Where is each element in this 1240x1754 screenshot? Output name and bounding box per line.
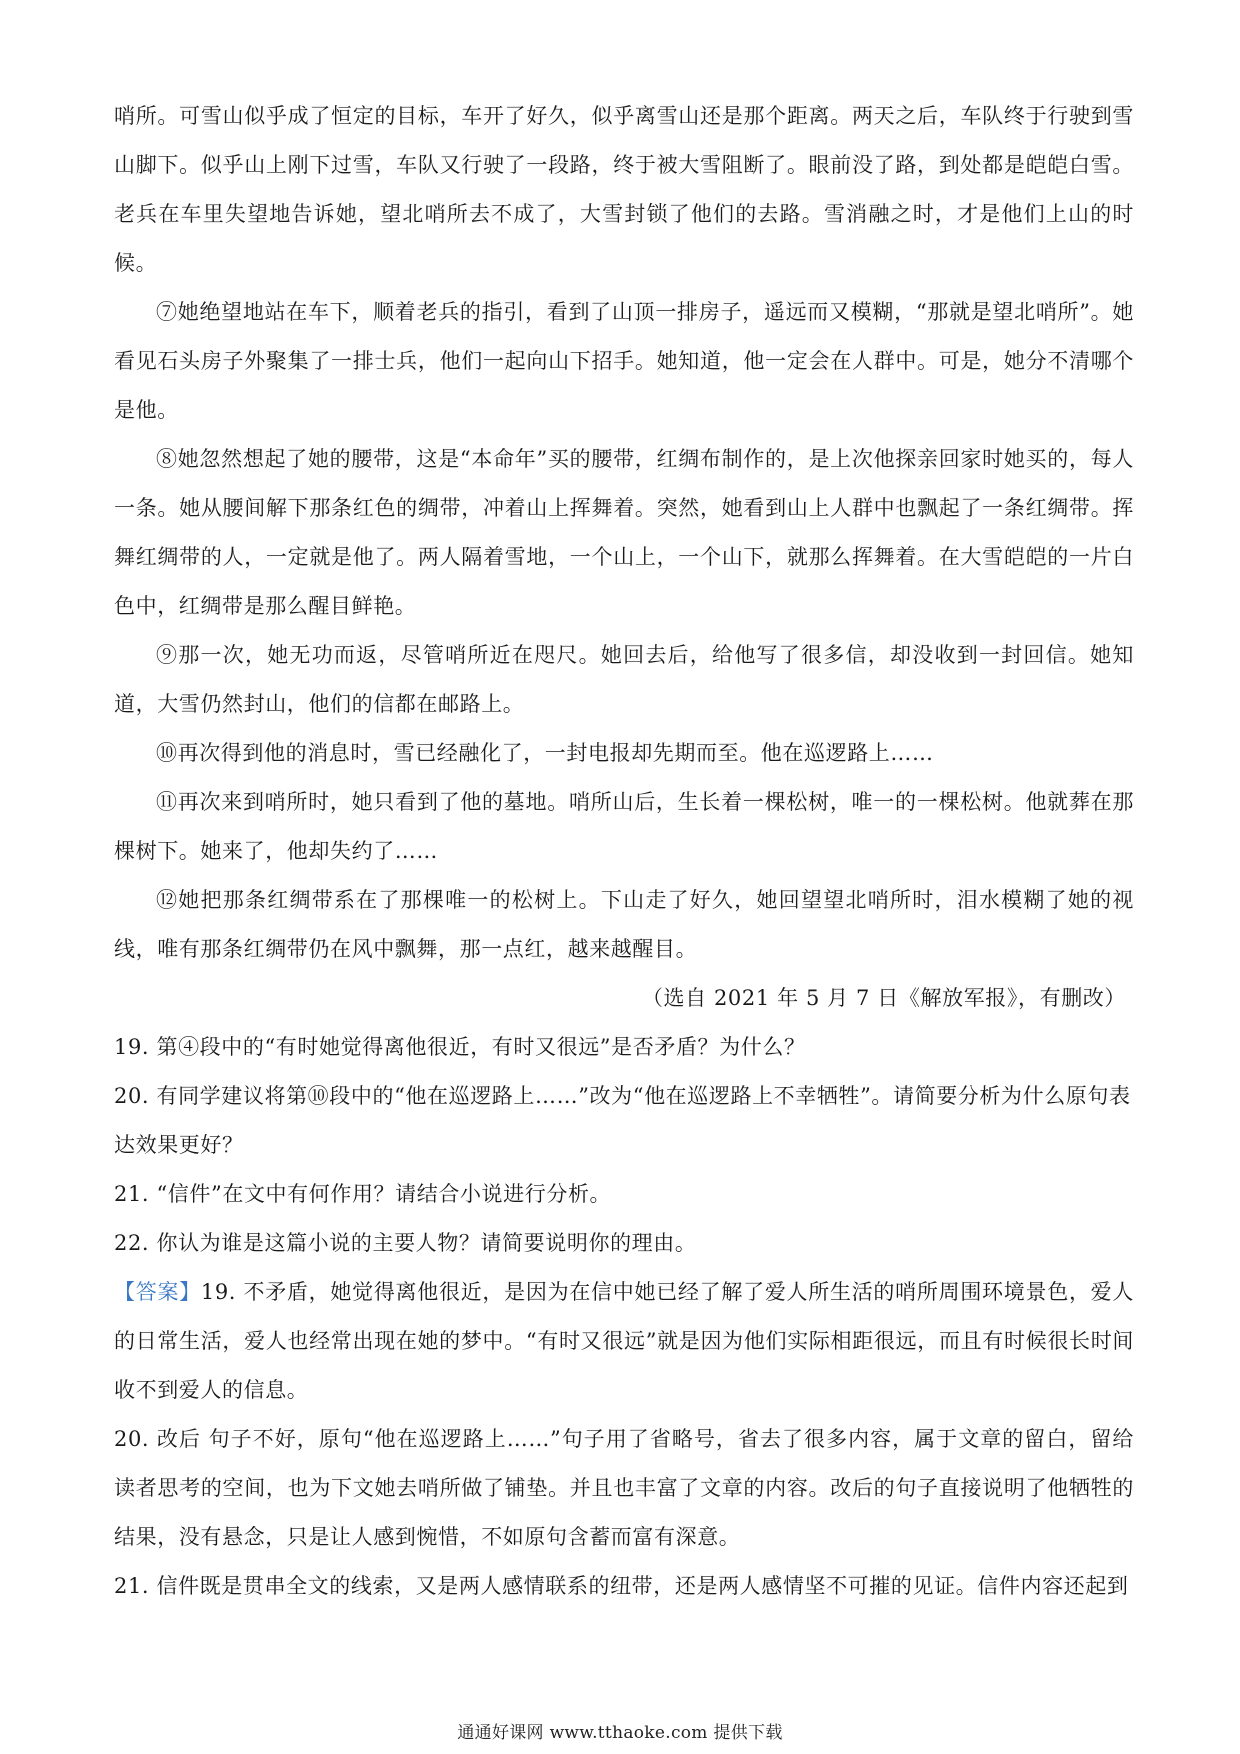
answer-21: 21. 信件既是贯串全文的线索，又是两人感情联系的纽带，还是两人感情坚不可摧的见证。信件内容还起到 <box>114 1574 1129 1598</box>
question-19: 19. 第④段中的“有时她觉得离他很近，有时又很远”是否矛盾？为什么？ <box>114 1035 806 1059</box>
page-footer: 通通好课网 www.tthaoke.com 提供下载 <box>457 1723 783 1743</box>
question-20: 20. 有同学建议将第⑩段中的“他在巡逻路上……”改为“他在巡逻路上不幸牺牲”。请简要分析为什么原句表达效果更好？ <box>114 1084 1131 1157</box>
question-21: 21. “信件”在文中有何作用？请结合小说进行分析。 <box>114 1182 612 1206</box>
answer-tag: 【答案】 <box>114 1280 201 1304</box>
story-paragraph-11: ⑪再次来到哨所时，她只看到了他的墓地。哨所山后，生长着一棵松树，唯一的一棵松树。他就葬在那棵树下。她来了，他却失约了…… <box>114 790 1134 863</box>
story-paragraph-9: ⑨那一次，她无功而返，尽管哨所近在咫尺。她回去后，给他写了很多信，却没收到一封回信。她知道，大雪仍然封山，他们的信都在邮路上。 <box>114 643 1134 716</box>
answer-19-text: 19. 不矛盾，她觉得离他很近，是因为在信中她已经了解了爱人所生活的哨所周围环境景色，爱人的日常生活，爱人也经常出现在她的梦中。“有时又很远”就是因为他们实际相距很远，而且有时候很长时间收不到爱人的信息。 <box>114 1280 1134 1402</box>
story-paragraph-10: ⑩再次得到他的消息时，雪已经融化了，一封电报却先期而至。他在巡逻路上…… <box>156 741 934 765</box>
story-paragraph-12: ⑫她把那条红绸带系在了那棵唯一的松树上。下山走了好久，她回望望北哨所时，泪水模糊了她的视线，唯有那条红绸带仍在风中飘舞，那一点红，越来越醒目。 <box>114 888 1134 961</box>
story-paragraph-6-continued: 哨所。可雪山似乎成了恒定的目标，车开了好久，似乎离雪山还是那个距离。两天之后，车队终于行驶到雪山脚下。似乎山上刚下过雪，车队又行驶了一段路，终于被大雪阻断了。眼前没了路，到处都是皑皑白雪。老兵在车里失望地告诉她，望北哨所去不成了，大雪封锁了他们的去路。雪消融之时，才是他们上山的时候。 <box>114 104 1134 275</box>
answer-20: 20. 改后 句子不好，原句“他在巡逻路上……”句子用了省略号，省去了很多内容，属于文章的留白，留给读者思考的空间，也为下文她去哨所做了铺垫。并且也丰富了文章的内容。改后的句子直接说明了他牺牲的结果，没有悬念，只是让人感到惋惜，不如原句含蓄而富有深意。 <box>114 1427 1134 1549</box>
document-body <box>114 92 1134 1611</box>
source-citation: （选自 2021 年 5 月 7 日《解放军报》，有删改） <box>641 986 1126 1010</box>
story-paragraph-8: ⑧她忽然想起了她的腰带，这是“本命年”买的腰带，红绸布制作的，是上次他探亲回家时她买的，每人一条。她从腰间解下那条红色的绸带，冲着山上挥舞着。突然，她看到山上人群中也飘起了一条红绸带。挥舞红绸带的人，一定就是他了。两人隔着雪地，一个山上，一个山下，就那么挥舞着。在大雪皑皑的一片白色中，红绸带是那么醒目鲜艳。 <box>114 447 1134 618</box>
answer-19 <box>114 1268 1134 1415</box>
question-22: 22. 你认为谁是这篇小说的主要人物？请简要说明你的理由。 <box>114 1231 697 1255</box>
story-paragraph-7: ⑦她绝望地站在车下，顺着老兵的指引，看到了山顶一排房子，遥远而又模糊，“那就是望北哨所”。她看见石头房子外聚集了一排士兵，他们一起向山下招手。她知道，他一定会在人群中。可是，她分不清哪个是他。 <box>114 300 1134 422</box>
